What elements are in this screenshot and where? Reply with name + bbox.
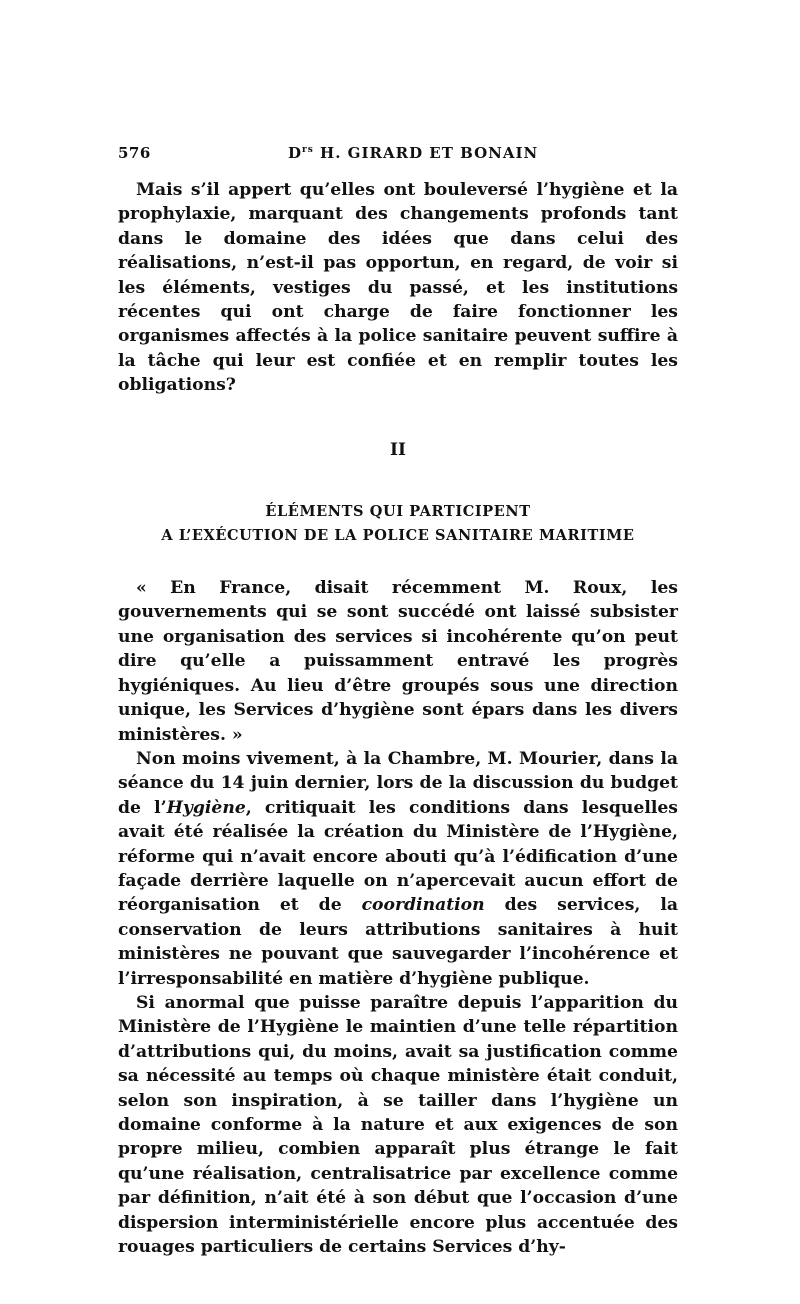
paragraph-3-italic-1: Hygiène: [166, 797, 246, 818]
section-title-line-1: ÉLÉMENTS QUI PARTICIPENT: [265, 503, 531, 521]
running-title: [288, 144, 538, 162]
paragraph-3-italic-2: coordination: [361, 895, 485, 916]
paragraph-3-part-2: , critiquait les conditions dans lesquelles avait été réalisée la création du Ministère de l’Hygiène, réforme qui n’avait encore abouti qu’à l’édification d’une façade derrière laquelle on n’apercevait aucun effort de réorganisation et de: [118, 797, 678, 916]
paragraph-1: Mais s’il appert qu’elles ont bouleversé l’hygiène et la prophylaxie, marquant des changements profonds tant dans le domaine des idées que dans celui des réalisations, n’est-il pas opportun, en regard, de voir si les éléments, vestiges du passé, et les institutions récentes qui ont charge de faire fonctionner les organismes affectés à la police sanitaire peuvent suffire à la tâche qui leur est confiée et en remplir toutes les obligations?: [118, 180, 678, 396]
running-title-prefix: D: [288, 144, 303, 162]
paragraph-3-part-3: des services, la conservation de leurs attributions sanitaires à huit ministères ne pouvant que sauvegarder l’incohérence et l’irresponsabilité en matière d’hygiène publique.: [118, 895, 678, 989]
section-numeral: II: [390, 439, 406, 460]
paragraph-2: « En France, disait récemment M. Roux, les gouvernements qui se sont succédé ont laissé subsister une organisation des services si incohérente qu’on peut dire qu’elle a puissamment entravé les progrès hygiéniques. Au lieu d’être groupés sous une direction unique, les Services d’hygiène sont épars dans les divers ministères. »: [118, 578, 678, 745]
running-title-authors: H. GIRARD ET BONAIN: [313, 144, 539, 162]
section-title-line-2: A L’EXÉCUTION DE LA POLICE SANITAIRE MARITIME: [161, 527, 635, 545]
paragraph-4: Si anormal que puisse paraître depuis l’apparition du Ministère de l’Hygiène le maintien d’une telle répartition d’attributions qui, du moins, avait sa justification comme sa nécessité au temps où chaque ministère était conduit, selon son inspiration, à se tailler dans l’hygiène un domaine conforme à la nature et aux exigences de son propre milieu, combien apparaît plus étrange le fait qu’une réalisation, centralisatrice par excellence comme par définition, n’ait été à son début que l’occasion d’une dispersion interministérielle encore plus accentuée des rouages particuliers de certains Services d’hy-: [118, 992, 678, 1258]
paragraph-3-part-1: Non moins vivement, à la Chambre, M. Mourier, dans la séance du 14 juin dernier, lors de la discussion du budget de l’: [118, 748, 678, 818]
paragraph-3: [118, 747, 678, 991]
running-header: [118, 140, 678, 168]
running-title-superscript: rs: [302, 145, 314, 155]
page-body: [118, 178, 678, 1259]
page-number: 576: [118, 144, 151, 162]
